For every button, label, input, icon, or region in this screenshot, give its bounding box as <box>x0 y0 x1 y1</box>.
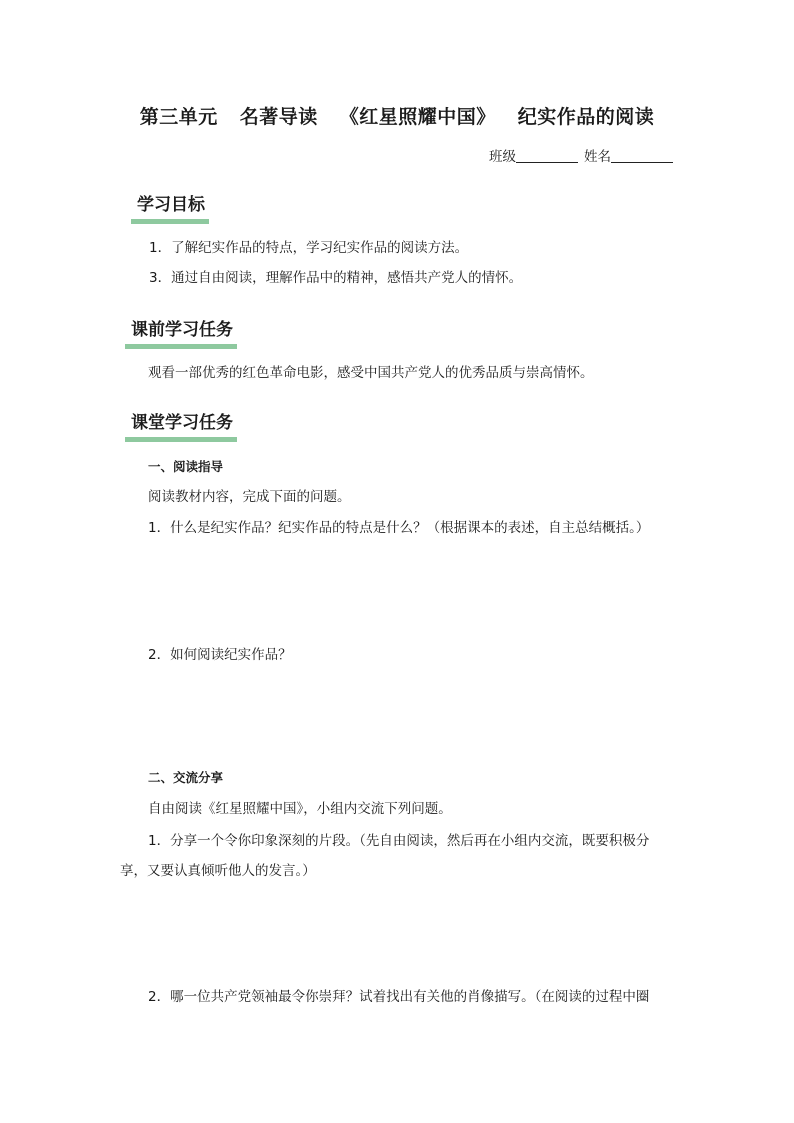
page-title <box>0 102 794 129</box>
reading-question-2: 2．如何阅读纪实作品？ <box>148 647 292 663</box>
goals-heading: 学习目标 <box>131 193 209 224</box>
sharing-question-1-line1: 1．分享一个令你印象深刻的片段。（先自由阅读，然后再在小组内交流，既要积极分 <box>148 833 650 849</box>
title-book: 《红星照耀中国》 <box>339 106 496 128</box>
class-blank[interactable] <box>516 148 578 163</box>
student-info <box>489 145 673 165</box>
sharing-intro: 自由阅读《红星照耀中国》，小组内交流下列问题。 <box>148 801 452 817</box>
goal-item-1: 1．了解纪实作品的特点，学习纪实作品的阅读方法。 <box>149 240 469 256</box>
name-label: 姓名 <box>584 149 611 165</box>
name-blank[interactable] <box>611 148 673 163</box>
in-class-heading: 课堂学习任务 <box>125 411 237 442</box>
sharing-heading: 二、交流分享 <box>148 770 224 785</box>
reading-guide-heading: 一、阅读指导 <box>148 459 224 474</box>
reading-question-1: 1．什么是纪实作品？纪实作品的特点是什么？（根据课本的表述，自主总结概括。） <box>148 520 650 536</box>
class-label: 班级 <box>489 149 516 165</box>
title-topic: 纪实作品的阅读 <box>517 106 655 128</box>
sharing-question-2-line1: 2．哪一位共产党领袖最令你崇拜？试着找出有关他的肖像描写。（在阅读的过程中圈 <box>148 989 650 1005</box>
reading-guide-intro: 阅读教材内容，完成下面的问题。 <box>148 489 351 505</box>
pre-class-heading: 课前学习任务 <box>125 318 237 349</box>
goal-item-2: 3．通过自由阅读，理解作品中的精神，感悟共产党人的情怀。 <box>149 270 523 286</box>
title-part: 名著导读 <box>239 106 318 128</box>
sharing-question-1-line2: 享，又要认真倾听他人的发言。） <box>120 863 316 879</box>
pre-class-text: 观看一部优秀的红色革命电影，感受中国共产党人的优秀品质与崇高情怀。 <box>148 365 594 381</box>
title-unit: 第三单元 <box>139 106 218 128</box>
